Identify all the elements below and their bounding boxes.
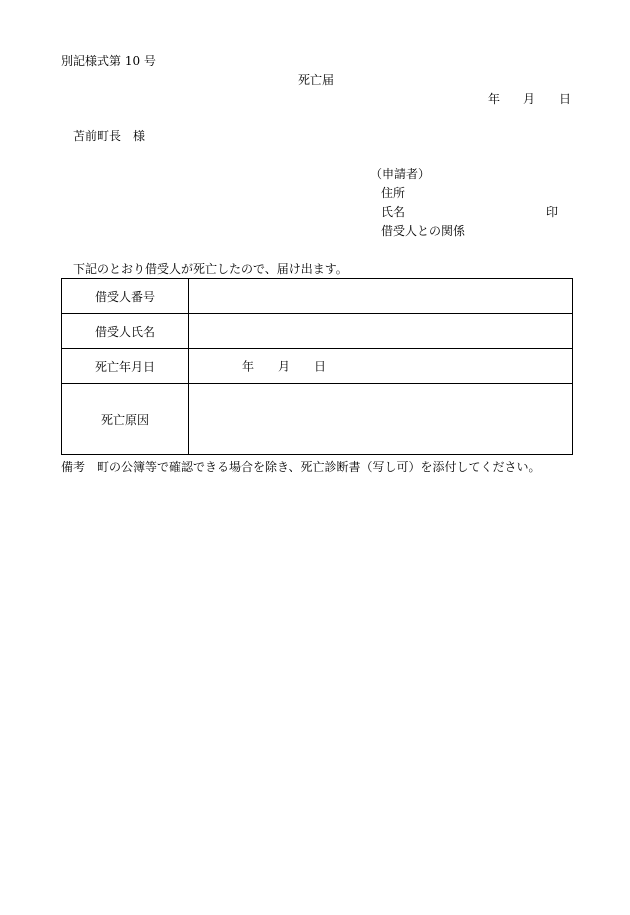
death-date-field[interactable] [189,349,573,384]
death-date-month-label: 月 [278,359,291,374]
death-date-year-label: 年 [242,359,255,374]
date-year-label: 年 [488,92,501,106]
row-label-death-date: 死亡年月日 [62,349,189,384]
table-row [62,314,573,349]
seal-mark: 印 [546,205,559,219]
notification-table [61,278,573,455]
applicant-address-label: 住所 [381,186,406,200]
recipient: 苫前町長 様 [73,129,146,143]
table-row [62,349,573,384]
applicant-heading: （申請者） [370,167,431,181]
row-label-borrower-name: 借受人氏名 [62,314,189,349]
table-row [62,279,573,314]
row-label-borrower-number: 借受人番号 [62,279,189,314]
applicant-name-label: 氏名 [381,205,406,219]
date-day-label: 日 [559,92,572,106]
intro-text: 下記のとおり借受人が死亡したので、届け出ます。 [73,262,348,276]
borrower-number-field[interactable] [189,279,573,314]
page-title: 死亡届 [298,73,335,87]
death-date-day-label: 日 [314,359,327,374]
note-text: 備考 町の公簿等で確認できる場合を除き、死亡診断書（写し可）を添付してください。 [61,460,541,474]
table-row [62,384,573,455]
date-month-label: 月 [523,92,536,106]
row-label-death-cause: 死亡原因 [62,384,189,455]
death-cause-field[interactable] [189,384,573,455]
applicant-relation-label: 借受人との関係 [381,224,466,238]
borrower-name-field[interactable] [189,314,573,349]
form-number: 別記様式第 10 号 [61,54,156,68]
